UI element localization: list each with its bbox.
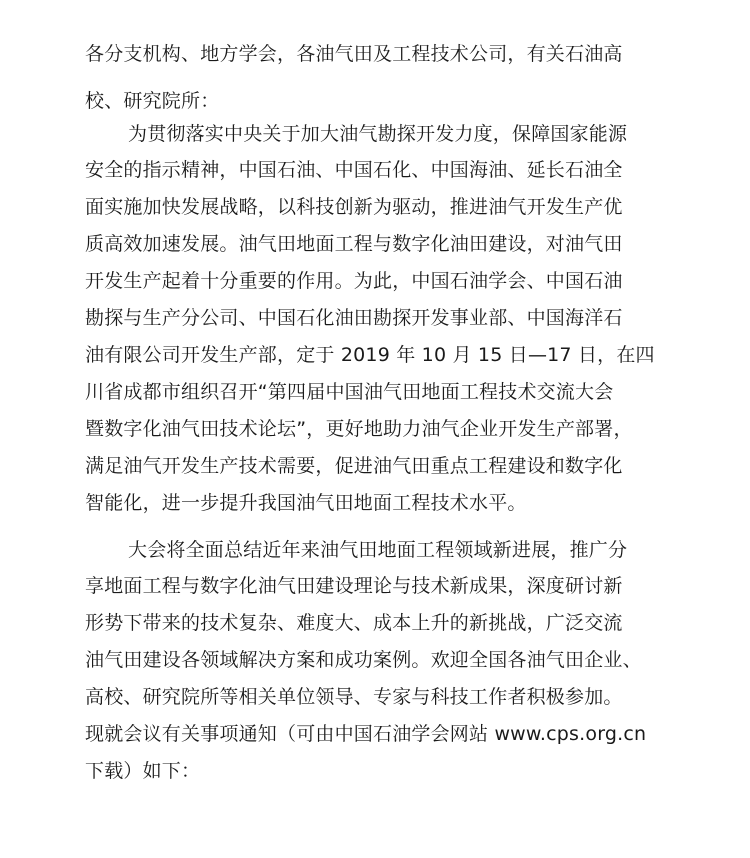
text-line: 校、研究院所：	[85, 90, 220, 112]
text-line: 现就会议有关事项通知（可由中国石油学会网站 www.cps.org.cn	[85, 723, 647, 745]
text-line: 智能化，进一步提升我国油气田地面工程技术水平。	[85, 492, 527, 514]
text-line: 川省成都市组织召开“第四届中国油气田地面工程技术交流大会	[85, 381, 614, 403]
text-line: 油气田建设各领域解决方案和成功案例。欢迎全国各油气田企业、	[85, 649, 642, 671]
text-line: 开发生产起着十分重要的作用。为此，中国石油学会、中国石油	[85, 270, 623, 292]
text-line: 大会将全面总结近年来油气田地面工程领域新进展，推广分	[128, 539, 628, 561]
text-line: 安全的指示精神，中国石油、中国石化、中国海油、延长石油全	[85, 159, 623, 181]
text-line: 勘探与生产分公司、中国石化油田勘探开发事业部、中国海洋石	[85, 307, 623, 329]
text-line: 各分支机构、地方学会，各油气田及工程技术公司，有关石油高	[85, 43, 623, 65]
text-line: 高校、研究院所等相关单位领导、专家与科技工作者积极参加。	[85, 686, 623, 708]
text-line: 满足油气开发生产技术需要，促进油气田重点工程建设和数字化	[85, 455, 623, 477]
text-line: 面实施加快发展战略，以科技创新为驱动，推进油气开发生产优	[85, 196, 623, 218]
text-line: 享地面工程与数字化油气田建设理论与技术新成果，深度研讨新	[85, 575, 623, 597]
text-line: 下载）如下：	[85, 760, 201, 782]
text-line: 暨数字化油气田技术论坛”，更好地助力油气企业开发生产部署，	[85, 418, 633, 440]
text-line: 油有限公司开发生产部，定于 2019 年 10 月 15 日—17 日，在四	[85, 344, 655, 366]
text-line: 质高效加速发展。油气田地面工程与数字化油田建设，对油气田	[85, 233, 623, 255]
text-line: 形势下带来的技术复杂、难度大、成本上升的新挑战，广泛交流	[85, 612, 623, 634]
text-line: 为贯彻落实中央关于加大油气勘探开发力度，保障国家能源	[128, 123, 628, 145]
